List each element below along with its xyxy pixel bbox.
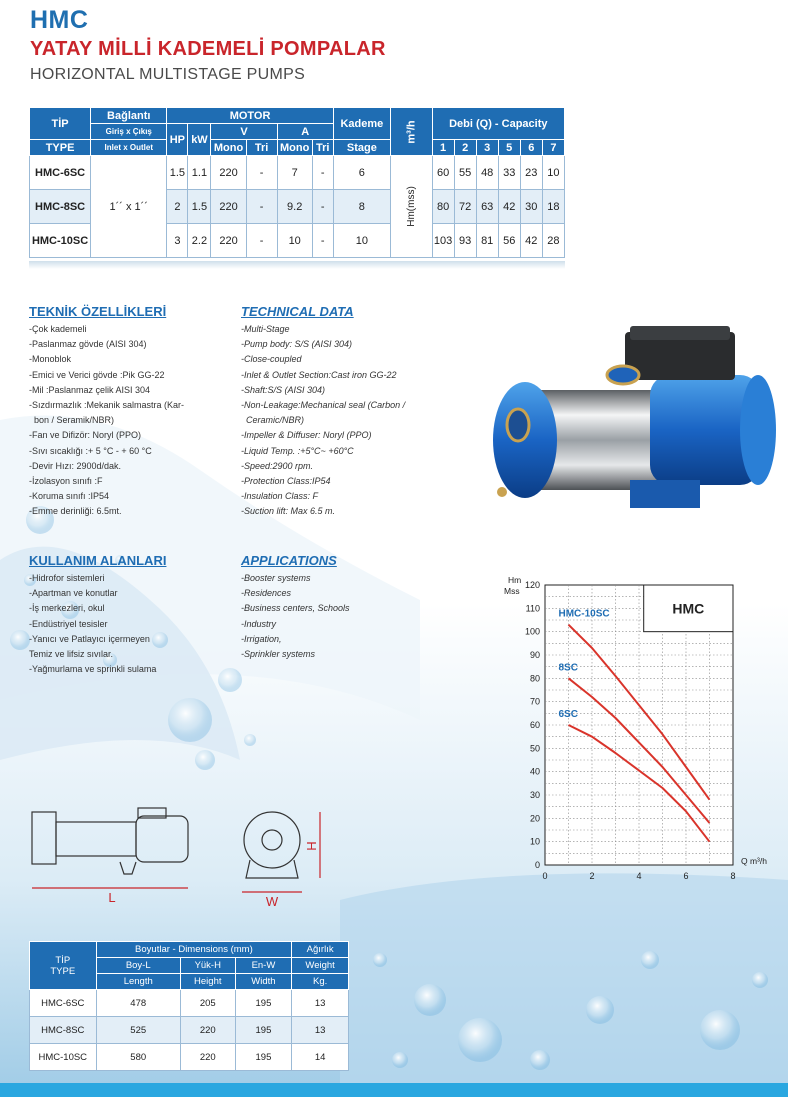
dims-header-yuk: Yük-H <box>180 958 235 974</box>
header-amp: A <box>277 124 333 140</box>
cell-head: 63 <box>476 190 498 224</box>
header-volt: V <box>211 124 277 140</box>
cell-head: 10 <box>542 156 564 190</box>
drawing-label-h: H <box>304 841 319 851</box>
header-q-2: 2 <box>454 140 476 156</box>
cell-head: 23 <box>520 156 542 190</box>
dims-cell-width: 195 <box>235 1017 292 1044</box>
dims-cell-height: 220 <box>180 1017 235 1044</box>
list-item: -Yanıcı ve Patlayıcı içermeyen <box>29 633 150 644</box>
applications-en-title: APPLICATIONS <box>241 553 337 568</box>
cell-hp: 2 <box>167 190 188 224</box>
list-item: -İş merkezleri, okul <box>29 603 105 614</box>
cell-stage: 6 <box>333 156 390 190</box>
cell-head: 30 <box>520 190 542 224</box>
chart-title: HMC <box>672 600 705 617</box>
cell-connection: 1´´ x 1´´ <box>91 156 167 258</box>
applications-en <box>241 553 441 662</box>
list-item: -Emici ve Verici gövde :Pik GG-22 <box>29 369 165 380</box>
cell-head: 48 <box>476 156 498 190</box>
list-item: -Business centers, Schools <box>241 603 350 614</box>
list-item: -Irrigation, <box>241 633 282 644</box>
tech-specs-en <box>241 304 441 520</box>
dims-cell-weight: 14 <box>292 1044 349 1071</box>
header-a-mono: Mono <box>277 140 312 156</box>
list-item: -Emme derinliği: 6.5mt. <box>29 506 122 517</box>
cell-a-mono: 7 <box>277 156 312 190</box>
dims-header-length: Length <box>96 974 180 990</box>
cell-a-tri: - <box>312 156 333 190</box>
chart-y-tick-label: 100 <box>524 626 540 637</box>
drawing-label-w: W <box>265 894 279 909</box>
chart-x-tick-label: 6 <box>683 871 689 881</box>
dims-header-en: En-W <box>235 958 292 974</box>
list-item: -Liquid Temp. :+5°C~ +60°C <box>241 445 354 456</box>
cell-v-tri: - <box>246 156 277 190</box>
chart-y-tick-label: 20 <box>529 813 540 824</box>
chart-y-tick-label: 110 <box>525 603 540 614</box>
cell-head: 33 <box>498 156 520 190</box>
dims-cell-weight: 13 <box>292 990 349 1017</box>
table-row <box>30 990 349 1017</box>
list-item: -Non-Leakage:Mechanical seal (Carbon / <box>241 400 406 411</box>
chart-y-tick-label: 0 <box>534 860 540 870</box>
cell-head: 80 <box>432 190 454 224</box>
title-english: HORIZONTAL MULTISTAGE PUMPS <box>30 66 306 83</box>
list-item: -Yağmurlama ve sprinkli sulama <box>29 664 157 675</box>
list-item: bon / Seramik/NBR) <box>29 415 115 426</box>
dims-header-dimensions: Boyutlar - Dimensions (mm) <box>96 942 292 958</box>
dims-cell-type: HMC-8SC <box>30 1017 97 1044</box>
list-item: -Mil :Paslanmaz çelik AISI 304 <box>29 384 151 395</box>
cell-v-mono: 220 <box>211 156 246 190</box>
cell-head: 103 <box>432 224 454 258</box>
chart-y-axis-label: Hm <box>508 575 522 585</box>
drawing-pump-head <box>32 812 56 864</box>
list-item: -Booster systems <box>241 573 311 583</box>
header-flow-unit: m³/h <box>390 108 432 156</box>
chart-y-axis-label: Mss <box>504 586 520 596</box>
list-item: -Industry <box>241 618 277 629</box>
list-item: Ceramic/NBR) <box>241 415 305 426</box>
list-item: -Suction lift: Max 6.5 m. <box>241 506 336 517</box>
cell-type: HMC-8SC <box>30 190 91 224</box>
header-connection-en: Inlet x Outlet <box>91 140 167 156</box>
drawing-label-l: L <box>108 890 116 905</box>
header-connection-tr: Giriş x Çıkış <box>91 124 167 140</box>
dims-cell-height: 220 <box>180 1044 235 1071</box>
applications-tr-list <box>29 571 229 677</box>
dims-cell-length: 580 <box>96 1044 180 1071</box>
header-q-3: 3 <box>476 140 498 156</box>
cell-head: 60 <box>432 156 454 190</box>
list-item: -Koruma sınıfı :IP54 <box>29 491 110 502</box>
list-item: -Hidrofor sistemleri <box>29 573 105 583</box>
cell-head: 81 <box>476 224 498 258</box>
cell-head: 18 <box>542 190 564 224</box>
list-item: -Inlet & Outlet Section:Cast iron GG-22 <box>241 369 397 380</box>
list-item: -Protection Class:IP54 <box>241 476 331 487</box>
cell-kw: 1.5 <box>188 190 211 224</box>
list-item: -Fan ve Difizör: Noryl (PPO) <box>29 430 142 441</box>
chart-x-tick-label: 4 <box>636 871 642 881</box>
chart-y-tick-label: 30 <box>529 790 540 800</box>
chart-x-axis-label: Q m³/h <box>741 856 767 866</box>
title-turkish: YATAY MİLLİ KADEMELİ POMPALAR <box>30 38 386 60</box>
dimension-drawing <box>20 800 340 910</box>
chart-y-tick-label: 50 <box>529 743 540 754</box>
dims-cell-height: 205 <box>180 990 235 1017</box>
header-capacity: Debi (Q) - Capacity <box>432 108 564 140</box>
header-type-tr: TİP <box>30 108 91 140</box>
list-item: Temiz ve lifsiz sıvılar. <box>29 649 114 660</box>
list-item: -Sprinkler systems <box>241 649 316 660</box>
cell-a-tri: - <box>312 190 333 224</box>
pump-inlet-head <box>493 382 557 498</box>
performance-chart <box>490 570 780 890</box>
list-item: -İzolasyon sınıfı :F <box>29 476 103 487</box>
list-item: -Shaft:S/S (AISI 304) <box>241 384 326 395</box>
drawing-foot <box>120 862 136 874</box>
chart-y-tick-label: 80 <box>529 673 540 684</box>
chart-y-tick-label: 60 <box>529 720 540 730</box>
header-v-mono: Mono <box>211 140 246 156</box>
list-item: -Insulation Class: F <box>241 491 319 502</box>
chart-y-tick-label: 10 <box>529 836 540 847</box>
dims-header-type: TİP TYPE <box>30 942 97 990</box>
cell-type: HMC-6SC <box>30 156 91 190</box>
cell-type: HMC-10SC <box>30 224 91 258</box>
drawing-motor <box>136 816 188 862</box>
list-item: -Monoblok <box>29 354 72 365</box>
list-item: -Paslanmaz gövde (AISI 304) <box>29 339 147 350</box>
pump-inlet-port <box>507 409 529 441</box>
dims-cell-length: 525 <box>96 1017 180 1044</box>
performance-table <box>29 107 565 258</box>
chart-series-label: 8SC <box>558 662 578 674</box>
header-v-tri: Tri <box>246 140 277 156</box>
header-a-tri: Tri <box>312 140 333 156</box>
cell-hm-label: Hm(mss) <box>390 156 432 258</box>
cell-head: 28 <box>542 224 564 258</box>
table-row <box>30 1017 349 1044</box>
cell-v-mono: 220 <box>211 190 246 224</box>
pump-drain-plug <box>497 487 507 497</box>
header-connection: Bağlantı <box>91 108 167 124</box>
chart-x-tick-label: 2 <box>589 871 595 881</box>
cell-head: 42 <box>498 190 520 224</box>
chart-x-tick-label: 0 <box>542 871 548 881</box>
pump-terminal-cover <box>630 326 730 340</box>
chart-series-label: 6SC <box>558 709 578 720</box>
bottom-bar <box>0 1083 788 1097</box>
header-q-7: 7 <box>542 140 564 156</box>
applications-tr-title: KULLANIM ALANLARI <box>29 553 167 568</box>
pump-product-image <box>480 320 780 550</box>
cell-a-mono: 9.2 <box>277 190 312 224</box>
cell-head: 42 <box>520 224 542 258</box>
applications-en-list <box>241 571 441 662</box>
list-item: -Çok kademeli <box>29 324 87 334</box>
dims-header-height: Height <box>180 974 235 990</box>
dims-cell-type: HMC-10SC <box>30 1044 97 1071</box>
dims-cell-width: 195 <box>235 990 292 1017</box>
cell-v-mono: 220 <box>211 224 246 258</box>
dimensions-table <box>29 941 349 1071</box>
dims-header-weight-en: Weight <box>292 958 349 974</box>
dims-header-boy: Boy-L <box>96 958 180 974</box>
list-item: -Close-coupled <box>241 354 302 365</box>
header-q-1: 1 <box>432 140 454 156</box>
pump-foot <box>630 480 700 508</box>
chart-y-tick-label: 120 <box>524 580 540 590</box>
cell-head: 55 <box>454 156 476 190</box>
applications-tr <box>29 553 229 677</box>
list-item: -Sızdırmazlık :Mekanik salmastra (Kar- <box>29 400 185 411</box>
list-item: -Apartman ve konutlar <box>29 588 118 599</box>
list-item: -Multi-Stage <box>241 324 290 334</box>
drawing-end-foot <box>246 860 298 878</box>
header-stage-en: Stage <box>333 140 390 156</box>
dims-cell-width: 195 <box>235 1044 292 1071</box>
dims-header-width: Width <box>235 974 292 990</box>
cell-head: 72 <box>454 190 476 224</box>
dims-header-kg: Kg. <box>292 974 349 990</box>
cell-v-tri: - <box>246 190 277 224</box>
dims-cell-weight: 13 <box>292 1017 349 1044</box>
list-item: -Devir Hızı: 2900d/dak. <box>29 460 122 471</box>
list-item: -Pump body: S/S (AISI 304) <box>241 339 353 350</box>
header-stage-tr: Kademe <box>333 108 390 140</box>
drawing-end-housing <box>244 812 300 868</box>
cell-kw: 1.1 <box>188 156 211 190</box>
dims-header-weight-tr: Ağırlık <box>292 942 349 958</box>
chart-y-tick-label: 40 <box>529 766 540 777</box>
list-item: -Speed:2900 rpm. <box>241 460 314 471</box>
chart-x-tick-label: 8 <box>730 871 736 881</box>
header-motor: MOTOR <box>167 108 333 124</box>
table-shadow <box>29 261 565 269</box>
model-title: HMC <box>30 6 89 34</box>
cell-hp: 3 <box>167 224 188 258</box>
list-item: -Endüstriyel tesisler <box>29 618 108 629</box>
cell-stage: 10 <box>333 224 390 258</box>
header-q-6: 6 <box>520 140 542 156</box>
cell-head: 93 <box>454 224 476 258</box>
tech-specs-tr-list <box>29 322 229 520</box>
header-type-en: TYPE <box>30 140 91 156</box>
tech-specs-en-title: TECHNICAL DATA <box>241 304 354 319</box>
drawing-pump-body <box>56 822 136 856</box>
drawing-end-inlet <box>262 830 282 850</box>
chart-series-label: HMC-10SC <box>558 608 610 620</box>
header-hp: HP <box>167 124 188 156</box>
pump-motor-end <box>740 375 776 485</box>
cell-head: 56 <box>498 224 520 258</box>
cell-stage: 8 <box>333 190 390 224</box>
cell-a-mono: 10 <box>277 224 312 258</box>
cell-v-tri: - <box>246 224 277 258</box>
cell-kw: 2.2 <box>188 224 211 258</box>
header-q-5: 5 <box>498 140 520 156</box>
chart-y-tick-label: 70 <box>529 696 540 707</box>
tech-specs-tr-title: TEKNİK ÖZELLİKLERİ <box>29 304 167 319</box>
pump-outlet-port <box>607 366 639 384</box>
list-item: -Impeller & Diffuser: Noryl (PPO) <box>241 430 372 441</box>
header-kw: kW <box>188 124 211 156</box>
list-item: -Sıvı sıcaklığı :+ 5 °C - + 60 °C <box>29 445 152 456</box>
dims-cell-type: HMC-6SC <box>30 990 97 1017</box>
tech-specs-tr <box>29 304 229 520</box>
table-row <box>30 156 565 190</box>
cell-a-tri: - <box>312 224 333 258</box>
table-row <box>30 1044 349 1071</box>
list-item: -Residences <box>241 588 292 599</box>
tech-specs-en-list <box>241 322 441 520</box>
chart-y-tick-label: 90 <box>529 650 540 660</box>
dims-cell-length: 478 <box>96 990 180 1017</box>
cell-hp: 1.5 <box>167 156 188 190</box>
